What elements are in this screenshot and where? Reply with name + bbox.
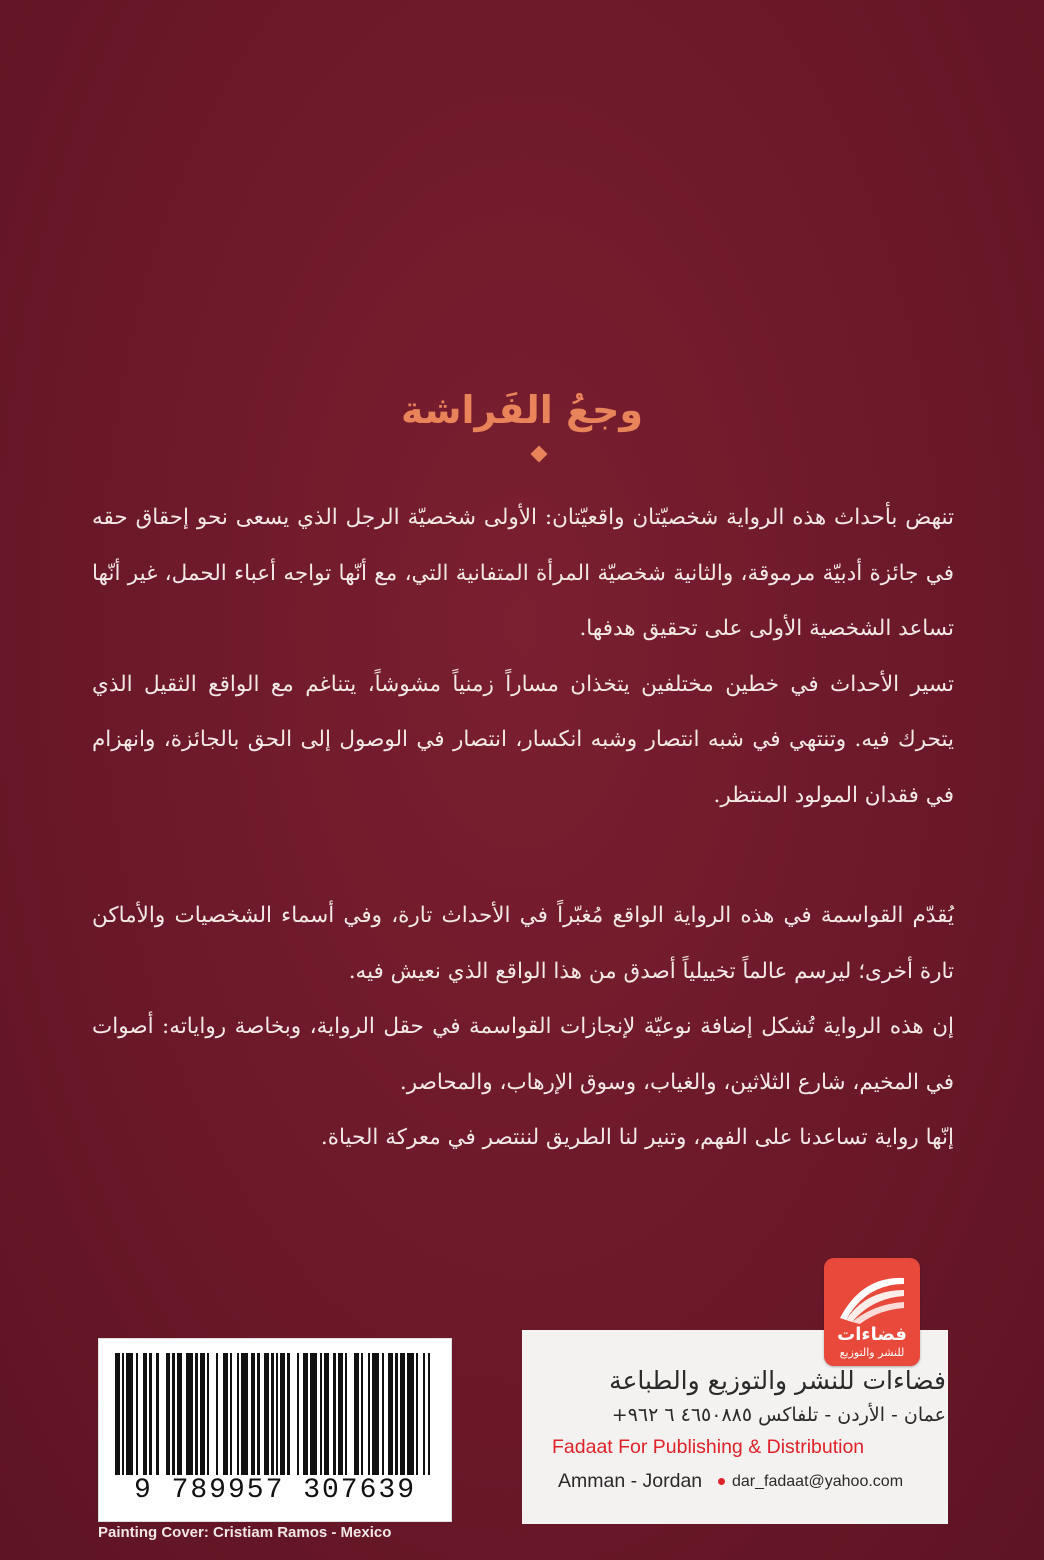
barcode-bar xyxy=(186,1353,193,1475)
synopsis-paragraph: إنّها رواية تساعدنا على الفهم، وتنير لنا الطريق لننتصر في معركة الحياة. xyxy=(320,1125,954,1150)
publisher-name-ar: فضاءات للنشر والتوزيع والطباعة xyxy=(609,1366,946,1395)
synopsis-block-1 xyxy=(92,490,954,823)
diamond-ornament-icon xyxy=(531,446,548,463)
publisher-name-en: Fadaat For Publishing & Distribution xyxy=(552,1436,865,1458)
synopsis-paragraph: تسير الأحداث في خطين مختلفين يتخذان مساراً زمنياً مشوشاً، يتناغم مع الواقع الثقيل الذي يتحرك فيه. وتنتهي في شبه انتصار وشبه انكسار، انتصار في الوصول إلى الحق بالجائزة، وانهزام في فقدان المولود المنتظر. xyxy=(92,671,954,808)
barcode-space xyxy=(209,1353,216,1475)
book-title: وجعُ الفَراشة xyxy=(401,388,643,432)
barcode-space xyxy=(159,1353,166,1475)
publisher-city: Amman - Jordan xyxy=(558,1470,703,1492)
painting-credit: Painting Cover: Cristiam Ramos - Mexico xyxy=(98,1524,392,1541)
isbn-number: 9 789957 307639 xyxy=(133,1475,417,1506)
barcode-bar xyxy=(372,1353,379,1475)
publisher-logo xyxy=(824,1258,920,1366)
synopsis-paragraph: إن هذه الرواية تُشكل إضافة نوعيّة لإنجازات القواسمة في حقل الرواية، وبخاصة رواياته: أصوات في المخيم، شارع الثلاثين، والغياب، وسوق الإرهاب، والمحاصر. xyxy=(92,1014,954,1095)
barcode-space xyxy=(290,1353,297,1475)
synopsis-block-2 xyxy=(92,888,954,1166)
logo-name: فضاءات xyxy=(837,1324,907,1345)
barcode-bar xyxy=(310,1353,317,1475)
barcode-space xyxy=(347,1353,354,1475)
barcode-bars xyxy=(115,1353,433,1475)
isbn-barcode xyxy=(98,1338,452,1522)
synopsis-paragraph: يُقدّم القواسمة في هذه الرواية الواقع مُغبّراً في الأحداث تارة، وفي أسماء الشخصيات والأماكن تارة أخرى؛ ليرسم عالماً تخييلياً أصدق من هذا الواقع الذي نعيش فيه. xyxy=(92,903,954,984)
barcode-bar xyxy=(241,1353,248,1475)
book-pages-icon xyxy=(832,1268,912,1324)
publisher-email: dar_fadaat@yahoo.com xyxy=(732,1473,904,1490)
publisher-address-ar: عمان - الأردن - تلفاكس ٤٦٥٠٨٨٥ ٦ ٩٦٢+ xyxy=(611,1404,946,1426)
logo-tagline: للنشر والتوزيع xyxy=(839,1346,905,1359)
barcode-bar xyxy=(126,1353,133,1475)
barcode-bar xyxy=(407,1353,414,1475)
barcode-space xyxy=(430,1353,432,1475)
bullet-dot-icon xyxy=(718,1478,725,1485)
synopsis-paragraph: تنهض بأحداث هذه الرواية شخصيّتان واقعيّتان: الأولى شخصيّة الرجل الذي يسعى نحو إحقاق حقه في جائزة أدبيّة مرموقة، والثانية شخصيّة المرأة المتفانية التي، مع أنّها تواجه أعباء الحمل، غير أنّها تساعد الشخصية الأولى على تحقيق هدفها. xyxy=(92,505,954,641)
